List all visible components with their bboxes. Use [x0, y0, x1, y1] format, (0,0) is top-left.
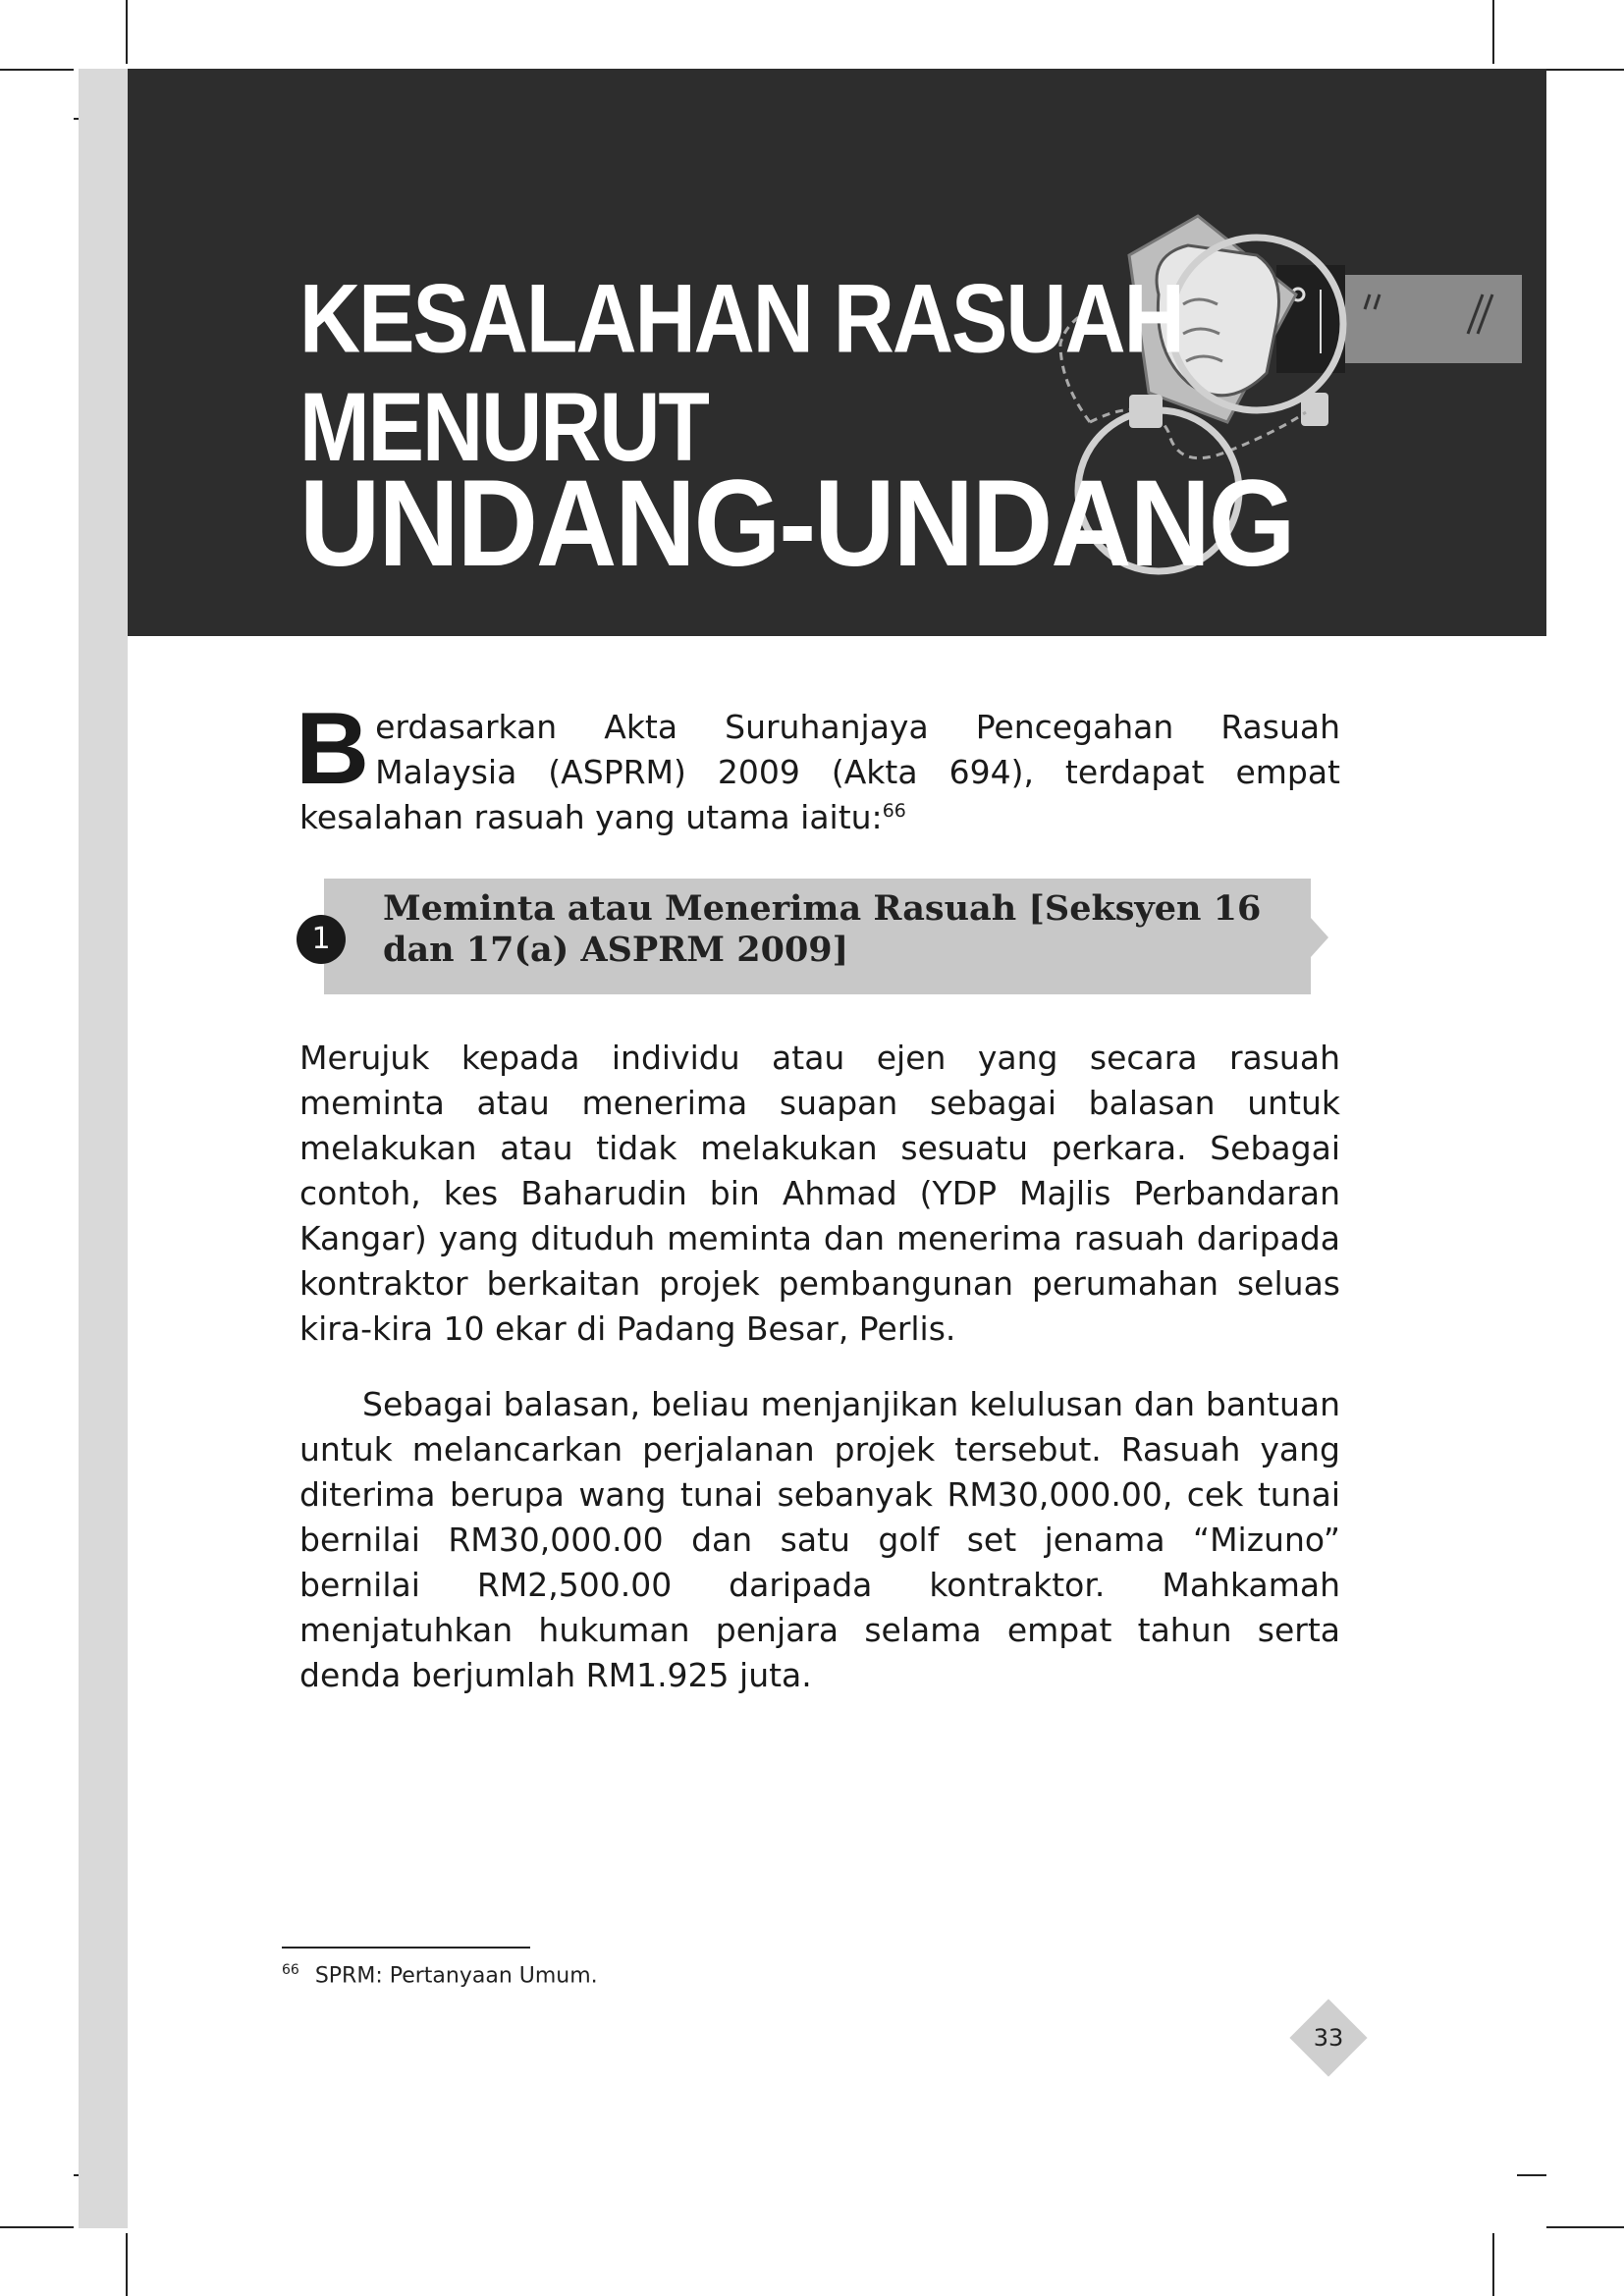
chapter-title: [299, 265, 1546, 593]
intro-text: erdasarkan Akta Suruhanjaya Pencegahan Rasuah Malaysia (ASPRM) 2009 (Akta 694), terdapat empat kesalahan rasuah yang utama iaitu:: [299, 708, 1340, 836]
footnote-reference: 66: [882, 800, 906, 822]
crop-mark: [1546, 69, 1624, 71]
crop-mark: [0, 69, 74, 71]
crop-mark: [1492, 0, 1494, 64]
page-number-badge: [1289, 1999, 1367, 2076]
footnote-number: 66: [282, 1962, 299, 1978]
crop-mark: [0, 2226, 74, 2228]
crop-mark: [1546, 2226, 1624, 2228]
body-paragraph: Sebagai balasan, beliau menjanjikan kelulusan dan bantuan untuk melancarkan perjalanan projek tersebut. Rasuah yang diterima berupa wang tunai sebanyak RM30,000.00, cek tunai bernilai RM30,000.00 dan satu golf set jenama “Mizuno” bernilai RM2,500.00 daripada kontraktor. Mahkamah menjatuhkan hukuman penjara selama empat tahun serta denda berjumlah RM1.925 juta.: [299, 1385, 1340, 1694]
crop-mark: [126, 2233, 128, 2296]
page-number: 33: [1313, 2024, 1344, 2052]
drop-cap: B: [296, 692, 370, 806]
crop-mark: [1492, 2233, 1494, 2296]
crop-mark: [1517, 2174, 1546, 2176]
chapter-header-banner: [128, 69, 1546, 636]
section-number-badge: 1: [297, 915, 346, 964]
footnote-text: SPRM: Pertanyaan Umum.: [314, 1963, 598, 1989]
crop-mark: [126, 0, 128, 64]
intro-paragraph: [296, 692, 1340, 840]
footnote-divider: [282, 1947, 530, 1949]
body-paragraph: Merujuk kepada individu atau ejen yang secara rasuah meminta atau menerima suapan sebagai balasan untuk melakukan atau tidak melakukan sesuatu perkara. Sebagai contoh, kes Baharudin bin Ahmad (YDP Majlis Perbandaran Kangar) yang dituduh meminta dan menerima rasuah daripada kontraktor berkaitan projek pembangunan perumahan seluas kira-kira 10 ekar di Padang Besar, Perlis.: [299, 1039, 1340, 1348]
chapter-title-line-2: UNDANG-UNDANG: [299, 454, 1294, 593]
margin-strip: [79, 69, 128, 2228]
chapter-title-line-1: KESALAHAN RASUAH MENURUT: [299, 265, 1183, 482]
footnote: [282, 1956, 598, 1990]
section-heading: Meminta atau Menerima Rasuah [Seksyen 16 dan 17(a) ASPRM 2009]: [383, 888, 1262, 970]
